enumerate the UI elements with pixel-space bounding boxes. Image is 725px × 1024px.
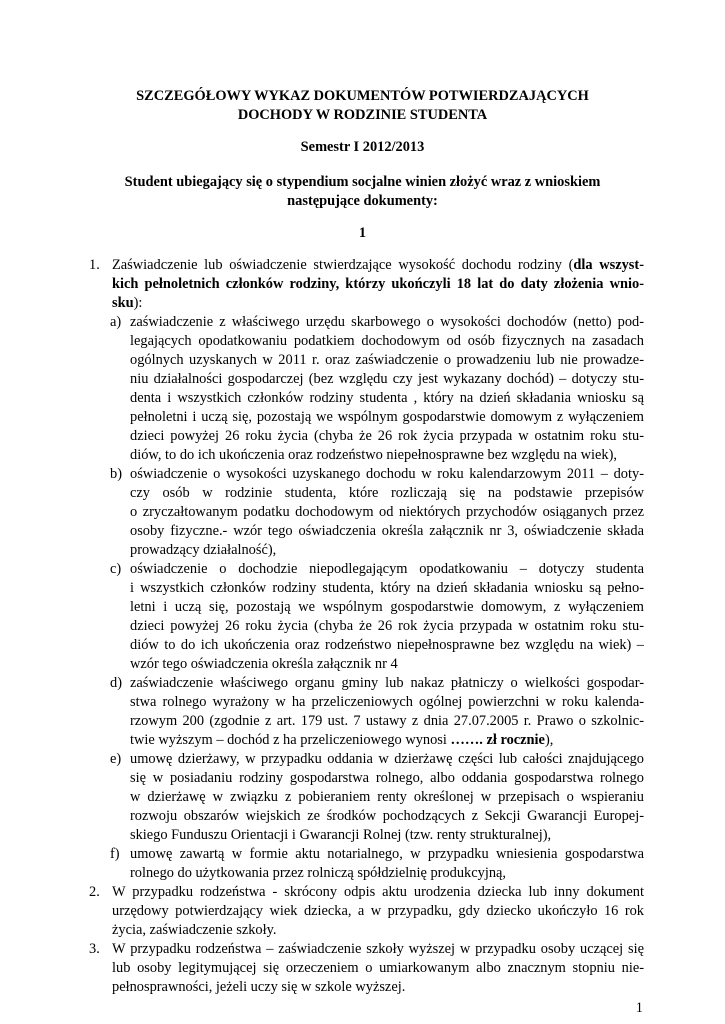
- sub-d-line-2: stwa rolnego wyrażony w ha przeliczeniowych ogólnej powierzchni w roku kalenda-: [130, 694, 644, 710]
- sub-a-line-3: ogólnych uzyskanych w 2011 r. oraz zaświadczenie o prowadzeniu lub nie prowadze-: [130, 352, 644, 368]
- item-2-line-1: W przypadku rodzeństwa - skrócony odpis aktu urodzenia dziecka lub inny dokument: [112, 884, 644, 900]
- sub-f-letter: f): [110, 846, 120, 862]
- sub-d-letter: d): [110, 675, 122, 691]
- item-1-line-1-text: Zaświadczenie lub oświadczenie stwierdzające wysokość dochodu rodziny (: [112, 257, 574, 273]
- sub-b-line-3: o zryczałtowanym podatku dochodowym od niektórych przychodów osiąganych przez: [130, 504, 644, 520]
- intro-line-2: następujące dokumenty:: [287, 193, 438, 209]
- sub-c-line-3: letni i uczą się, pozostają we wspólnym gospodarstwie domowym, z wyłączeniem: [130, 599, 644, 615]
- sub-d-line-4-text: twie wyższym – dochód z ha przeliczeniowego wynosi: [130, 732, 451, 748]
- item-3-number: 3.: [89, 941, 100, 957]
- sub-e-line-5: skiego Funduszu Orientacji i Gwarancji Rolnej (tzw. renty strukturalnej),: [130, 827, 552, 843]
- sub-a-line-4: niu działalności gospodarczej (bez względu czy jest wykazany dochód) – dotyczy stu-: [130, 371, 644, 387]
- sub-b-line-4: osoby fizyczne.- wzór tego oświadczenia określa załącznik nr 3, oświadczenie składa: [130, 523, 644, 539]
- sub-b-line-2: czy osób w rodzinie studenta, które rozliczają się na podstawie przepisów: [130, 485, 644, 501]
- sub-c-line-1: oświadczenie o dochodzie niepodlegającym opodatkowaniu – dotyczy studenta: [130, 561, 644, 577]
- sub-d-amount-per-year: ……. zł rocznie: [450, 732, 545, 748]
- sub-d-line-3: rzowym 200 (zgodnie z art. 179 ust. 7 ustawy z dnia 27.07.2005 r. Prawo o szkolnic-: [130, 713, 644, 729]
- sub-a-line-5: denta i wszystkich członków rodziny studenta , który na dzień składania wniosku są: [130, 390, 644, 406]
- item-3-line-1: W przypadku rodzeństwa – zaświadczenie szkoły wyższej w przypadku osoby uczącej się: [112, 941, 644, 957]
- sub-f-line-2: rolnego do użytkowania przez rolniczą spółdzielnię produkcyjną,: [130, 865, 507, 881]
- item-3-line-2: lub osoby legitymującej się orzeczeniem o umiarkowanym albo znacznym stopniu nie-: [112, 960, 644, 976]
- item-1-line-2: kich pełnoletnich członków rodziny, którzy ukończyli 18 lat do daty złożenia wnio-: [112, 276, 644, 292]
- sub-a-letter: a): [110, 314, 122, 330]
- item-1-line-3-bold: sku: [112, 295, 134, 311]
- sub-e-line-4: rozwoju obszarów wiejskich ze środków pochodzących z Sekcji Gwarancji Europej-: [130, 808, 644, 824]
- semester-label: Semestr I 2012/2013: [300, 139, 425, 155]
- item-1-line-3: [112, 293, 142, 313]
- page-number: 1: [635, 1000, 643, 1016]
- document-title-line-2: DOCHODY W RODZINIE STUDENTA: [237, 107, 488, 123]
- sub-a-line-2: legających opodatkowaniu podatkiem dochodowym od osób fizycznych na zasadach: [130, 333, 644, 349]
- intro-line-1: Student ubiegający się o stypendium socjalne winien złożyć wraz z wnioskiem: [124, 174, 601, 190]
- document-title-line-1: SZCZEGÓŁOWY WYKAZ DOKUMENTÓW POTWIERDZAJĄCYCH: [136, 88, 589, 104]
- sub-d-line-1: zaświadczenie właściwego organu gminy lub nakaz płatniczy o wielkości gospodar-: [130, 675, 644, 691]
- sub-b-line-5: prowadzący działalność),: [130, 542, 277, 558]
- sub-e-letter: e): [110, 751, 122, 767]
- sub-d-line-4-end: ),: [544, 732, 554, 748]
- item-1-line-1-bold: dla wszyst-: [573, 257, 644, 273]
- sub-a-line-1: zaświadczenie z właściwego urzędu skarbowego o wysokości dochodów (netto) pod-: [130, 314, 644, 330]
- sub-c-line-5: diów to do ich ukończenia oraz rodzeństwo niepełnosprawne bez względu na wiek) –: [130, 637, 644, 653]
- sub-b-letter: b): [110, 466, 122, 482]
- sub-e-line-2: się w posiadaniu rodziny gospodarstwa rolnego, albo oddania gospodarstwa rolnego: [130, 770, 644, 786]
- item-2-line-2: urzędowy potwierdzający wiek dziecka, a w przypadku, gdy dziecko ukończyło 16 rok: [112, 903, 644, 919]
- item-1-number: 1.: [89, 257, 100, 273]
- sub-a-line-7: dzieci powyżej 26 roku życia (chyba że 26 rok życia przypada w ostatnim roku stu-: [130, 428, 644, 444]
- item-1-line-1: [112, 255, 644, 275]
- sub-c-line-4: dzieci powyżej 26 roku życia (chyba że 26 rok życia przypada w ostatnim roku stu-: [130, 618, 644, 634]
- section-number: 1: [358, 225, 367, 241]
- sub-e-line-3: w dzierżawę w związku z pobieraniem renty określonej w przepisach o wspieraniu: [130, 789, 644, 805]
- sub-f-line-1: umowę zawartą w formie aktu notarialnego, w przypadku wniesienia gospodarstwa: [130, 846, 644, 862]
- sub-b-line-1: oświadczenie o wysokości uzyskanego dochodu w roku kalendarzowym 2011 – doty-: [130, 466, 644, 482]
- item-3-line-3: pełnosprawności, jeżeli uczy się w szkole wyższej.: [112, 979, 406, 995]
- sub-c-letter: c): [110, 561, 122, 577]
- item-2-line-3: życia, zaświadczenie szkoły.: [112, 922, 277, 938]
- sub-d-line-4: [130, 730, 553, 750]
- sub-a-line-6: pełnoletni i uczą się, pozostają we wspólnym gospodarstwie domowym z wyłączeniem: [130, 409, 644, 425]
- sub-c-line-6: wzór tego oświadczenia określa załącznik nr 4: [130, 656, 398, 672]
- item-2-number: 2.: [89, 884, 100, 900]
- item-1-line-3-text: ):: [133, 295, 143, 311]
- sub-a-line-8: diów, to do ich ukończenia oraz rodzeństwo niepełnosprawne bez względu na wiek),: [130, 447, 617, 463]
- sub-e-line-1: umowę dzierżawy, w przypadku oddania w dzierżawę części lub całości znajdującego: [130, 751, 644, 767]
- sub-c-line-2: i wszystkich członków rodziny studenta, który na dzień składania wniosku są pełno-: [130, 580, 644, 596]
